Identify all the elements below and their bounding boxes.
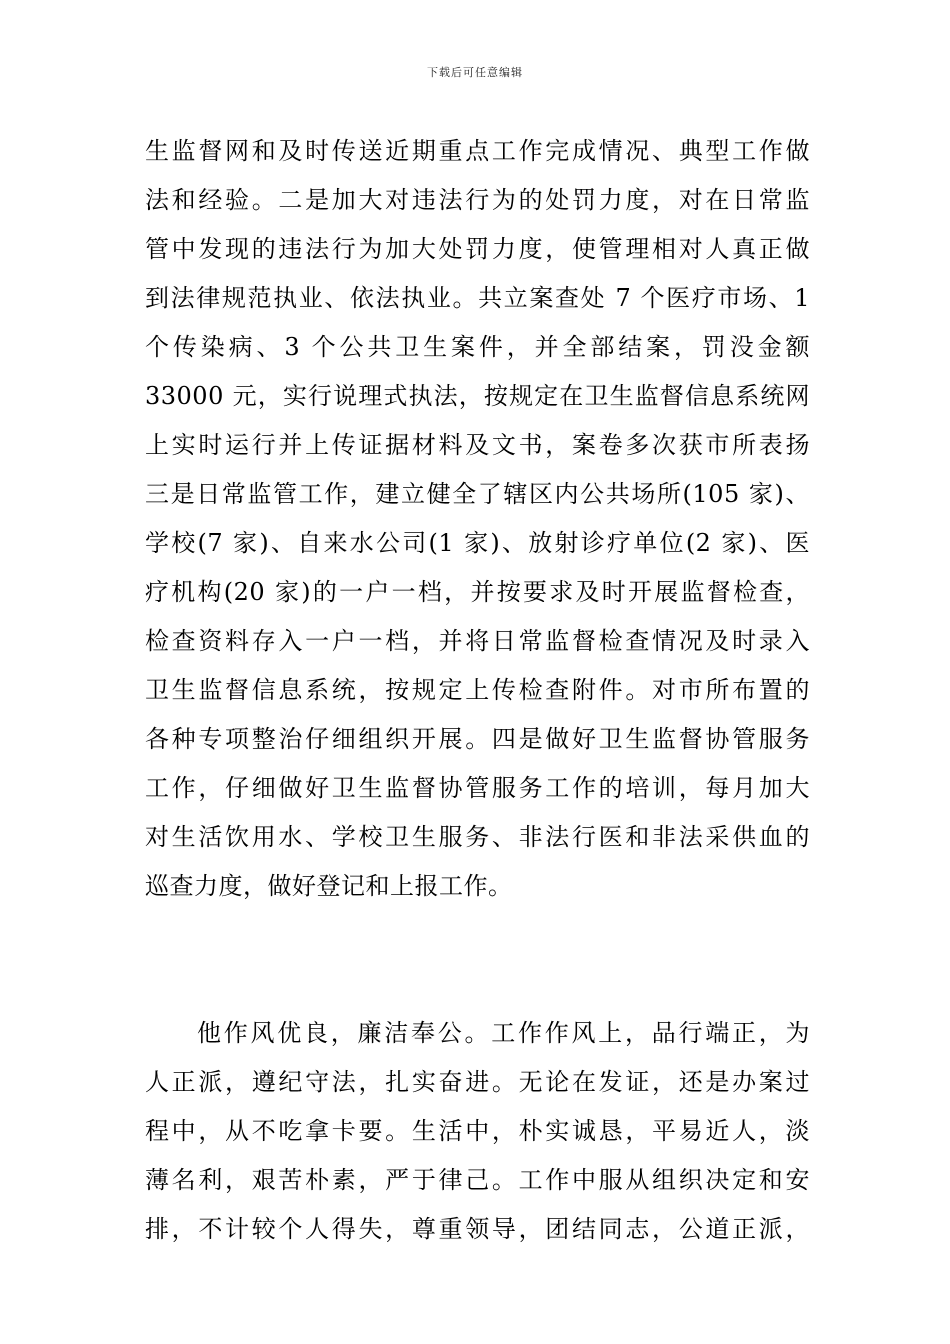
body-text — [145, 127, 810, 1254]
text-line: 疗机构(20 家)的一户一档，并按要求及时开展监督检查， — [145, 578, 810, 606]
text-line: 个传染病、3 个公共卫生案件，并全部结案，罚没金额 — [145, 333, 810, 361]
text-line: 上实时运行并上传证据材料及文书，案卷多次获市所表扬 — [145, 431, 810, 459]
text-line: 工作，仔细做好卫生监督协管服务工作的培训，每月加大 — [145, 774, 810, 802]
page-header: 下载后可任意编辑 — [427, 66, 523, 79]
text-line: 人正派，遵纪守法，扎实奋进。无论在发证，还是办案过 — [145, 1068, 810, 1096]
text-line: 三是日常监管工作，建立健全了辖区内公共场所(105 家)、 — [145, 480, 810, 508]
text-line: 排，不计较个人得失，尊重领导，团结同志，公道正派， — [145, 1215, 810, 1243]
text-line: 检查资料存入一户一档，并将日常监督检查情况及时录入 — [145, 627, 810, 655]
text-line: 到法律规范执业、依法执业。共立案查处 7 个医疗市场、1 — [145, 284, 810, 312]
text-line: 程中，从不吃拿卡要。生活中，朴实诚恳，平易近人，淡 — [145, 1117, 810, 1145]
text-line: 薄名利，艰苦朴素，严于律己。工作中服从组织决定和安 — [145, 1166, 810, 1194]
paragraph-gap — [145, 911, 810, 1009]
text-line: 卫生监督信息系统，按规定上传检查附件。对市所布置的 — [145, 676, 810, 704]
text-line: 学校(7 家)、自来水公司(1 家)、放射诊疗单位(2 家)、医 — [145, 529, 810, 557]
text-line: 各种专项整治仔细组织开展。四是做好卫生监督协管服务 — [145, 725, 810, 753]
text-line: 法和经验。二是加大对违法行为的处罚力度，对在日常监 — [145, 186, 810, 214]
text-line: 巡查力度，做好登记和上报工作。 — [145, 872, 513, 900]
text-line: 管中发现的违法行为加大处罚力度，使管理相对人真正做 — [145, 235, 810, 263]
text-line: 他作风优良，廉洁奉公。工作作风上，品行端正，为 — [197, 1019, 810, 1047]
text-line: 33000 元，实行说理式执法，按规定在卫生监督信息系统网 — [145, 382, 810, 410]
text-line: 对生活饮用水、学校卫生服务、非法行医和非法采供血的 — [145, 823, 810, 851]
text-line: 生监督网和及时传送近期重点工作完成情况、典型工作做 — [145, 137, 810, 165]
paragraph-1 — [145, 127, 810, 911]
paragraph-2 — [145, 1009, 810, 1254]
